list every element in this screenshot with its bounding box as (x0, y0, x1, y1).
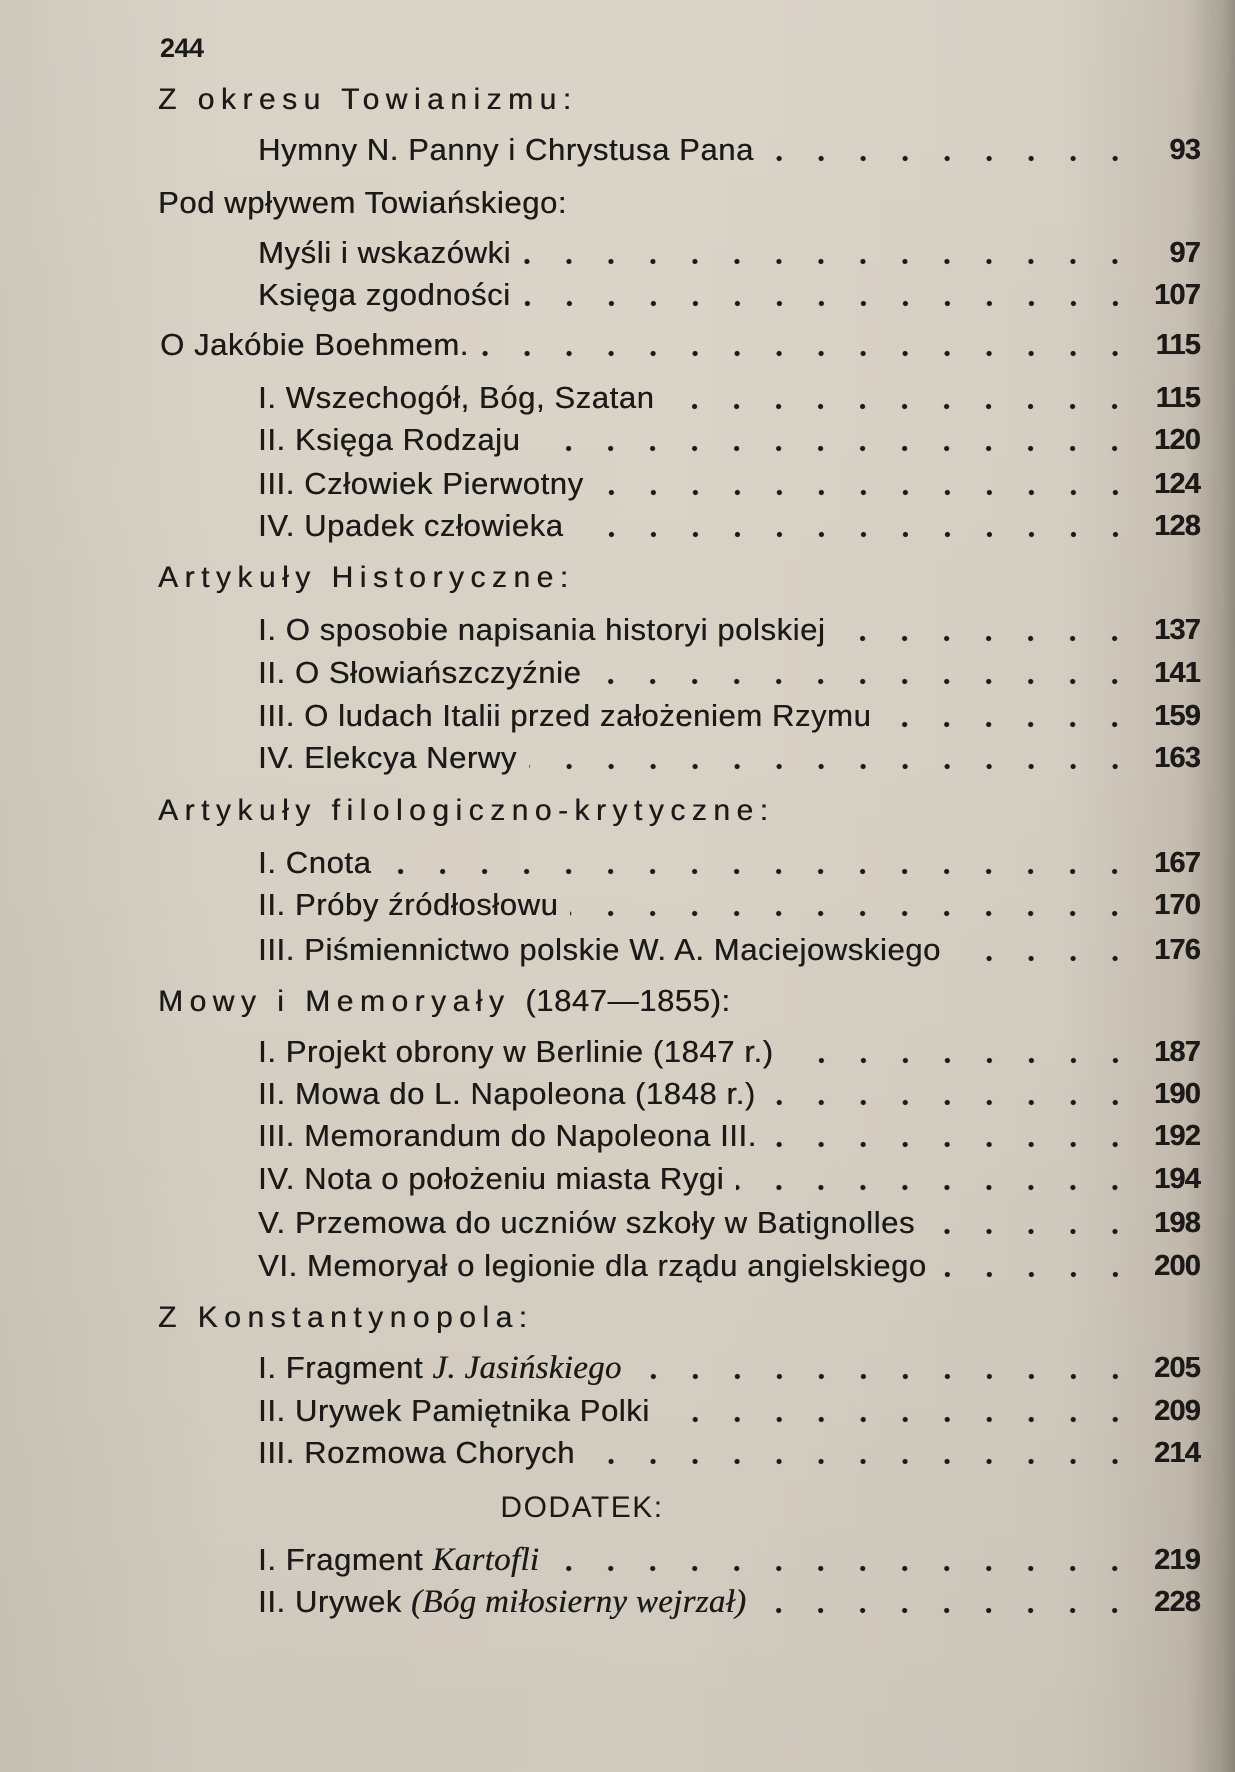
entry-title: II. Mowa do L. Napoleona (1848 r.) (258, 1076, 756, 1111)
dot-leader (593, 653, 1136, 693)
dot-leader (529, 738, 1136, 778)
entry-page-number: 194 (1154, 1163, 1200, 1195)
entry-title: IV. Upadek człowieka (258, 508, 564, 543)
entry-title (258, 1540, 551, 1580)
entry-page-number: 198 (1154, 1207, 1200, 1239)
entry-title-text: I. Fragment (258, 1350, 424, 1385)
dot-leader (523, 233, 1136, 273)
entry-title: III. Piśmiennictwo polskie W. A. Maciejowskiego (258, 932, 941, 967)
entry-page-number: 137 (1154, 614, 1200, 646)
section-heading-text: Mowy i Memoryały (158, 985, 511, 1018)
entry-page-number: 115 (1155, 382, 1200, 414)
entry-title: I. O sposobie napisania historyi polskiej (258, 612, 826, 647)
toc-entry (258, 1348, 1200, 1388)
entry-page-number: 228 (1154, 1586, 1200, 1618)
toc-entry (258, 233, 1200, 273)
toc-entry (258, 738, 1200, 778)
entry-page-number: 159 (1154, 700, 1200, 732)
entry-page-number: 170 (1154, 889, 1200, 921)
dot-leader (953, 930, 1136, 970)
entry-page-number: 209 (1154, 1395, 1200, 1427)
entry-title: III. O ludach Italii przed założeniem Rzymu (258, 698, 872, 733)
entry-title: II. Księga Rodzaju (258, 422, 521, 457)
entry-title-text: II. Urywek (258, 1584, 402, 1619)
entry-title: O Jakóbie Boehmem. (160, 327, 469, 362)
section-heading-entry (160, 325, 1200, 365)
toc-entry (258, 130, 1200, 170)
entry-page-number: 163 (1154, 742, 1200, 774)
dot-leader (736, 1159, 1136, 1199)
dot-leader (768, 1074, 1136, 1114)
entry-title-text: I. Fragment (258, 1542, 424, 1577)
entry-title-italic: (Bóg miłosierny wejrzał) (411, 1584, 747, 1620)
toc-entry (258, 930, 1200, 970)
toc-entry (258, 1540, 1200, 1580)
entry-page-number: 115 (1155, 329, 1200, 361)
entry-page-number: 167 (1154, 847, 1200, 879)
toc-entry (258, 378, 1200, 418)
entry-page-number: 128 (1154, 510, 1200, 542)
dot-leader (927, 1203, 1136, 1243)
toc-entry (258, 1116, 1200, 1156)
entry-title: II. Próby źródłosłowu (258, 887, 559, 922)
entry-title: IV. Elekcya Nerwy (258, 740, 517, 775)
dot-leader (634, 1348, 1136, 1388)
entry-title: VI. Memoryał o legionie dla rządu angielskiego (258, 1248, 927, 1283)
section-heading: Pod wpływem Towiańskiego: (158, 185, 568, 220)
entry-title: Hymny N. Panny i Chrystusa Pana (258, 132, 754, 167)
dot-leader (939, 1246, 1136, 1286)
dot-leader (587, 1433, 1136, 1473)
section-heading: Z Konstantynopola: (158, 1301, 534, 1334)
toc-entry (258, 1032, 1200, 1072)
entry-title (258, 1582, 758, 1622)
entry-title: II. O Słowiańszczyźnie (258, 655, 582, 690)
entry-page-number: 219 (1154, 1544, 1200, 1576)
entry-page-number: 120 (1154, 424, 1200, 456)
entry-title-italic: J. Jasińskiego (432, 1350, 622, 1386)
section-heading-dates: (1847—1855): (525, 983, 731, 1018)
toc-entry (258, 1582, 1200, 1622)
entry-page-number: 200 (1154, 1250, 1200, 1282)
dot-leader (596, 464, 1136, 504)
dot-leader (766, 130, 1136, 170)
entry-title: IV. Nota o położeniu miasta Rygi (258, 1161, 725, 1196)
toc-entry (258, 420, 1200, 460)
toc-entry (258, 1433, 1200, 1473)
toc-entry (258, 1391, 1200, 1431)
dot-leader (666, 378, 1136, 418)
section-heading (158, 981, 731, 1021)
entry-page-number: 124 (1154, 468, 1200, 500)
entry-page-number: 214 (1154, 1437, 1200, 1469)
toc-entry (258, 696, 1200, 736)
section-heading: Artykuły Historyczne: (158, 561, 575, 594)
toc-entry (258, 464, 1200, 504)
entry-title: I. Wszechogół, Bóg, Szatan (258, 380, 655, 415)
dot-leader (523, 275, 1136, 315)
dot-leader (576, 506, 1136, 546)
entry-title: Księga zgodności (258, 277, 511, 312)
section-heading: Z okresu Towianizmu: (158, 83, 578, 116)
dot-leader (532, 420, 1136, 460)
appendix-heading: DODATEK: (500, 1491, 664, 1524)
entry-page-number: 190 (1154, 1078, 1200, 1110)
entry-page-number: 97 (1169, 237, 1200, 269)
dot-leader (769, 1116, 1136, 1156)
toc-entry (258, 843, 1200, 883)
dot-leader (570, 885, 1136, 925)
toc-entry (258, 275, 1200, 315)
dot-leader (481, 325, 1136, 365)
entry-page-number: 176 (1154, 934, 1200, 966)
entry-page-number: 141 (1154, 657, 1200, 689)
toc-entry (258, 1074, 1200, 1114)
toc-entry (258, 506, 1200, 546)
entry-title-italic: Kartofli (432, 1542, 540, 1578)
toc-entry (258, 885, 1200, 925)
entry-title: III. Rozmowa Chorych (258, 1435, 575, 1470)
dot-leader (758, 1582, 1136, 1622)
page-number: 244 (160, 33, 204, 63)
entry-title: III. Człowiek Pierwotny (258, 466, 584, 501)
section-heading: Artykuły filologiczno-krytyczne: (158, 794, 775, 827)
dot-leader (883, 696, 1136, 736)
toc-entry (258, 653, 1200, 693)
dot-leader (837, 610, 1136, 650)
entry-page-number: 205 (1154, 1352, 1200, 1384)
toc-entry (258, 1203, 1200, 1243)
dot-leader (383, 843, 1136, 883)
entry-title: Myśli i wskazówki (258, 235, 512, 270)
entry-title (258, 1348, 634, 1388)
toc-entry (258, 1246, 1200, 1286)
dot-leader (786, 1032, 1136, 1072)
entry-page-number: 93 (1169, 134, 1200, 166)
entry-title: II. Urywek Pamiętnika Polki (258, 1393, 650, 1428)
entry-title: I. Cnota (258, 845, 372, 880)
entry-title: III. Memorandum do Napoleona III. (258, 1118, 757, 1153)
dot-leader (662, 1391, 1136, 1431)
entry-page-number: 192 (1154, 1120, 1200, 1152)
entry-title: I. Projekt obrony w Berlinie (1847 r.) (258, 1034, 774, 1069)
dot-leader (551, 1540, 1136, 1580)
toc-entry (258, 1159, 1200, 1199)
entry-title: V. Przemowa do uczniów szkoły w Batignolles (258, 1205, 916, 1240)
entry-page-number: 107 (1154, 279, 1200, 311)
toc-entry (258, 610, 1200, 650)
entry-page-number: 187 (1154, 1036, 1200, 1068)
